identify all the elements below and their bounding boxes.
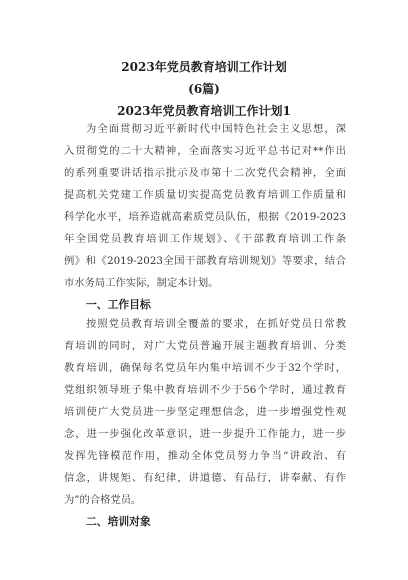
section-heading-goals: 一、工作目标	[86, 298, 151, 311]
intro-line: 年全国党员教育培训工作规划》、《干部教育培训工作条	[64, 233, 346, 245]
goals-line: 发挥先锋模范作用，推动全体党员努力争当“讲政治、有	[64, 450, 346, 462]
intro-line: 提高机关党建工作质量切实提高党员教育培训工作质量和	[64, 189, 346, 201]
intro-line: 为全面贯彻习近平新时代中国特色社会主义思想，深	[86, 123, 346, 135]
section-heading-targets: 二、培训对象	[86, 515, 151, 528]
intro-line: 例》和《2019-2023全国干部教育培训规划》等要求，结合	[64, 255, 346, 267]
intro-line: 入贯彻党的二十大精神，全面落实习近平总书记对**作出	[64, 145, 346, 157]
goals-line: 育培训的同时，对广大党员普遍开展主题教育培训、分类	[64, 340, 346, 352]
goals-line: 教育培训，确保每名党员年内集中培训不少于32个学时，	[64, 362, 346, 374]
intro-line: 市水务局工作实际，制定本计划。	[64, 277, 219, 289]
goals-line: 信念，讲规矩、有纪律，讲道德、有品行，讲奉献、有作	[64, 472, 346, 484]
goals-line: 念，进一步强化改革意识，进一步提升工作能力，进一步	[64, 428, 346, 440]
document-title: 2023年党员教育培训工作计划	[121, 60, 287, 74]
intro-line: 的系列重要讲话指示批示及市第十二次党代会精神，全面	[64, 167, 346, 179]
document-count: (6篇)	[188, 82, 220, 96]
goals-line: 为”的合格党员。	[64, 494, 142, 506]
goals-line: 党组织领导班子集中教育培训不少于56个学时，通过教育	[64, 384, 346, 396]
goals-line: 培训使广大党员进一步坚定理想信念，进一步增强党性观	[64, 406, 346, 418]
goals-line: 按照党员教育培训全覆盖的要求，在抓好党员日常教	[86, 318, 346, 330]
intro-line: 科学化水平，培养造就高素质党员队伍，根据《2019-2023	[64, 211, 346, 223]
document-subtitle: 2023年党员教育培训工作计划1	[117, 104, 291, 118]
